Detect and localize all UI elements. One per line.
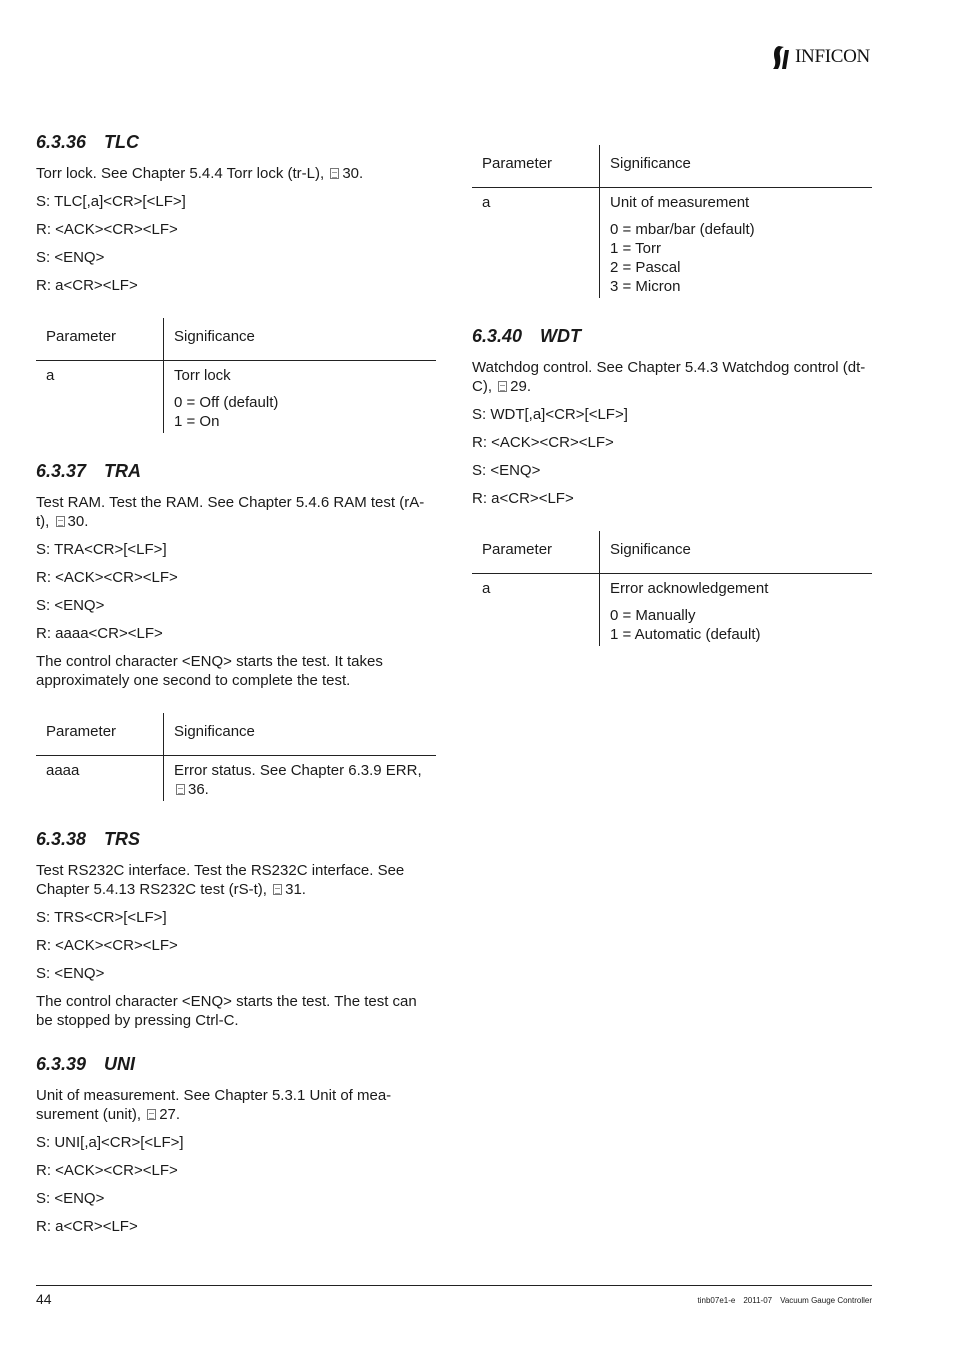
- parameter-table-wdt: [472, 531, 872, 646]
- command-line: S: <ENQ>: [36, 965, 105, 982]
- page-ref: 29.: [510, 378, 532, 395]
- command-line: S: <ENQ>: [36, 249, 105, 266]
- parameter-table-tlc: [36, 318, 436, 433]
- section-heading-uni: [36, 1052, 436, 1076]
- parameter-table-tra: [36, 713, 436, 801]
- description-text: Test RAM. Test the RAM. See Chapter 5.4.6 RAM test (rA-t),: [36, 494, 425, 530]
- command-line: S: TLC[,a]<CR>[<LF>]: [36, 193, 186, 210]
- page-number: 44: [36, 1291, 52, 1307]
- table-header-row: [472, 531, 872, 574]
- command-line: R: <ACK><CR><LF>: [36, 569, 178, 586]
- logo-text: INFICON: [795, 46, 870, 67]
- command-line: S: UNI[,a]<CR>[<LF>]: [36, 1134, 184, 1151]
- page-ref: 31.: [285, 881, 306, 898]
- significance-title: Unit of measurement: [610, 194, 750, 211]
- significance-item: 0 = Manually: [610, 607, 696, 624]
- section-title: TRA: [104, 461, 141, 481]
- section-description: [36, 493, 436, 531]
- command-line: R: a<CR><LF>: [472, 490, 574, 507]
- section-number: 6.3.37: [36, 461, 87, 481]
- command-line: R: <ACK><CR><LF>: [36, 221, 178, 238]
- description-text: Torr lock. See Chapter 5.4.4 Torr lock (tr-L),: [36, 165, 325, 182]
- inficon-logo-icon: [772, 44, 792, 70]
- command-line: R: a<CR><LF>: [36, 1218, 138, 1235]
- significance-cell: [600, 574, 873, 647]
- significance-item: 3 = Micron: [610, 278, 681, 295]
- significance-title: Torr lock: [174, 367, 231, 384]
- parameter-cell: aaaa: [36, 756, 164, 802]
- command-line: R: a<CR><LF>: [36, 277, 138, 294]
- page-ref: 36.: [188, 781, 209, 798]
- header-parameter: Parameter: [472, 531, 600, 574]
- description-text: surement (unit),: [36, 1106, 142, 1123]
- table-row: [36, 756, 436, 802]
- page-ref: 30.: [67, 513, 89, 530]
- parameter-cell: a: [472, 574, 600, 647]
- section-number: 6.3.39: [36, 1054, 87, 1074]
- section-title: TLC: [104, 132, 139, 152]
- section-description: [36, 861, 436, 899]
- section-description: [472, 358, 872, 396]
- product-name: Vacuum Gauge Controller: [780, 1296, 872, 1305]
- header-significance: Significance: [174, 328, 255, 345]
- section-title: TRS: [104, 829, 140, 849]
- significance-item: 2 = Pascal: [610, 259, 681, 276]
- header-significance: Significance: [610, 155, 691, 172]
- section-title: WDT: [540, 326, 581, 346]
- table-row: [36, 361, 436, 434]
- description-text: Unit of measurement. See Chapter 5.3.1 Unit of mea-: [36, 1087, 392, 1104]
- command-line: S: <ENQ>: [472, 462, 541, 479]
- section-number: 6.3.38: [36, 829, 87, 849]
- page-ref-icon: [330, 168, 339, 179]
- footer-meta: [690, 1296, 872, 1305]
- header-parameter: Parameter: [472, 145, 600, 188]
- table-row: [472, 188, 872, 299]
- significance-cell: [164, 756, 437, 802]
- doc-id: tinb07e1-e: [697, 1296, 736, 1305]
- significance-item: 1 = Torr: [610, 240, 661, 257]
- command-line: S: WDT[,a]<CR>[<LF>]: [472, 406, 628, 423]
- description-text: Watchdog control. See Chapter 5.4.3 Watchdog control (dt-C),: [472, 359, 866, 395]
- header-significance: Significance: [174, 723, 255, 740]
- header-parameter: Parameter: [36, 713, 164, 756]
- right-column: [472, 145, 872, 672]
- page-ref: 30.: [342, 165, 364, 182]
- table-header-row: [36, 318, 436, 361]
- page-ref-icon: [273, 884, 282, 895]
- command-line: R: aaaa<CR><LF>: [36, 625, 163, 642]
- section-heading-trs: [36, 827, 436, 851]
- section-number: 6.3.36: [36, 132, 87, 152]
- section-note: The control character <ENQ> starts the test. The test can be stopped by pressing Ctrl-C.: [36, 993, 417, 1029]
- description-text: Test RS232C interface. Test the RS232C interface. See Chapter 5.4.13 RS232C test (rS-t),: [36, 862, 405, 898]
- section-number: 6.3.40: [472, 326, 523, 346]
- section-title: UNI: [104, 1054, 135, 1074]
- significance-title: Error acknowledgement: [610, 580, 769, 597]
- page-ref: 27.: [159, 1106, 181, 1123]
- section-description: [36, 164, 436, 183]
- page-ref-icon: [176, 784, 185, 795]
- parameter-cell: a: [36, 361, 164, 434]
- significance-item: 0 = Off (default): [174, 394, 279, 411]
- command-line: R: <ACK><CR><LF>: [472, 434, 614, 451]
- significance-cell: [600, 188, 873, 299]
- page-ref-icon: [498, 381, 507, 392]
- inficon-logo: [772, 44, 870, 70]
- section-heading-tra: [36, 459, 436, 483]
- section-description: [36, 1086, 436, 1124]
- command-line: S: TRS<CR>[<LF>]: [36, 909, 167, 926]
- command-line: R: <ACK><CR><LF>: [36, 937, 178, 954]
- section-heading-tlc: [36, 130, 436, 154]
- left-column: [36, 130, 436, 1245]
- table-header-row: [472, 145, 872, 188]
- page-ref-icon: [56, 516, 65, 527]
- table-row: [472, 574, 872, 647]
- significance-text: Error status. See Chapter 6.3.9 ERR,: [174, 762, 422, 779]
- significance-item: 1 = On: [174, 413, 220, 430]
- command-line: S: TRA<CR>[<LF>]: [36, 541, 167, 558]
- header-significance: Significance: [610, 541, 691, 558]
- table-header-row: [36, 713, 436, 756]
- section-note: The control character <ENQ> starts the test. It takes approximately one second to complete the test.: [36, 653, 383, 689]
- command-line: R: <ACK><CR><LF>: [36, 1162, 178, 1179]
- parameter-table-uni: [472, 145, 872, 298]
- significance-item: 1 = Automatic (default): [610, 626, 761, 643]
- doc-date: 2011-07: [743, 1296, 773, 1305]
- significance-item: 0 = mbar/bar (default): [610, 221, 755, 238]
- footer-divider: [36, 1285, 872, 1286]
- section-heading-wdt: [472, 324, 872, 348]
- significance-cell: [164, 361, 437, 434]
- parameter-cell: a: [472, 188, 600, 299]
- header-parameter: Parameter: [36, 318, 164, 361]
- page-ref-icon: [147, 1109, 156, 1120]
- command-line: S: <ENQ>: [36, 597, 105, 614]
- command-line: S: <ENQ>: [36, 1190, 105, 1207]
